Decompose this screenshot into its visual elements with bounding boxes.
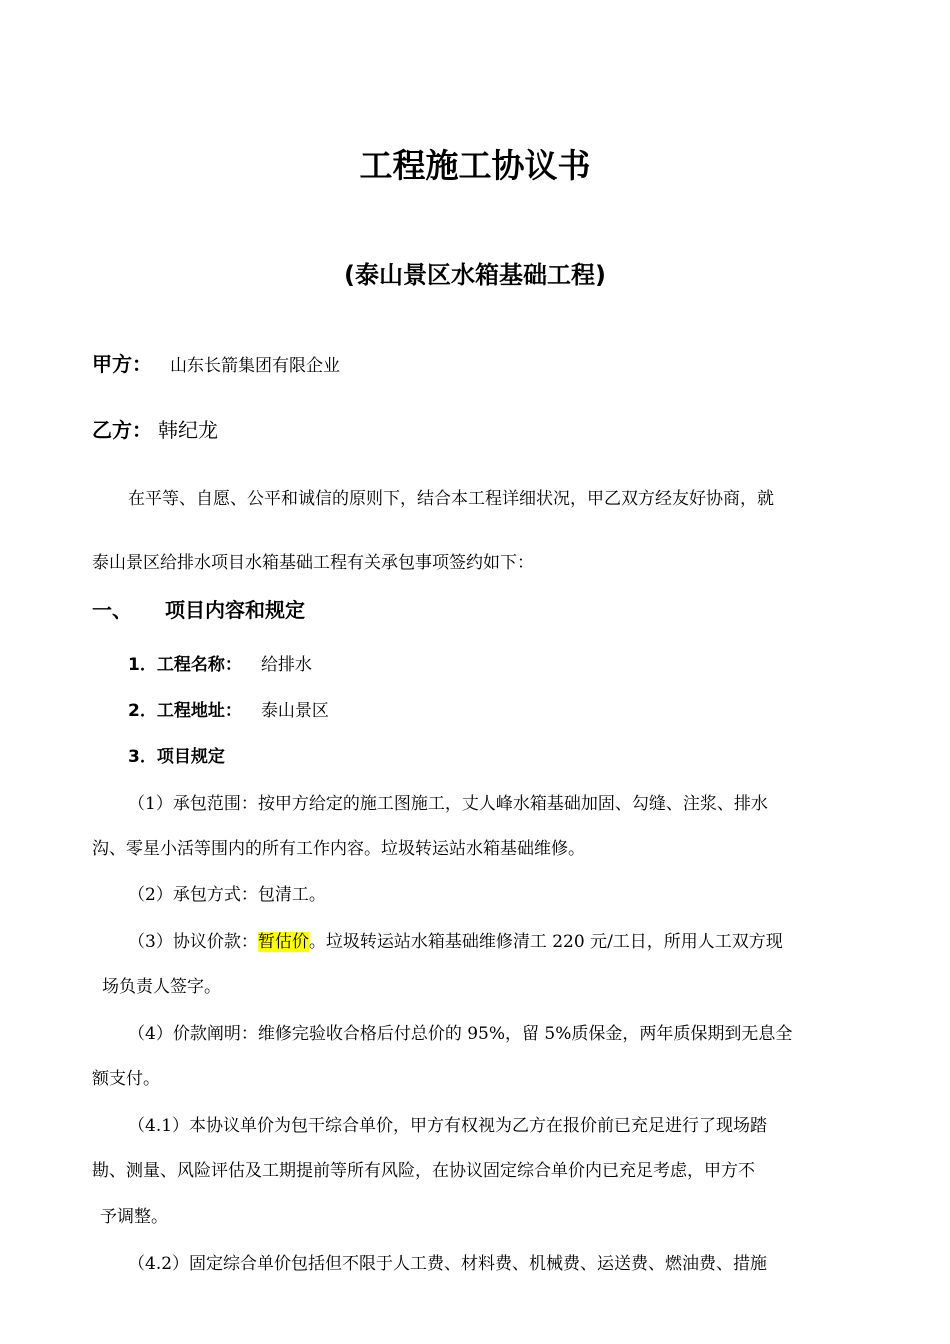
item-project-address <box>128 696 329 721</box>
clause-line: 沟、零星小活等围内的所有工作内容。垃圾转运站水箱基础维修。 <box>92 839 585 859</box>
document-subtitle: (泰山景区水箱基础工程) <box>344 261 606 289</box>
item-project-name <box>128 650 312 675</box>
item-label: 1．工程名称： <box>128 655 242 675</box>
clause-line: （4）价款阐明：维修完验收合格后付总价的 95%，留 5%质保金，两年质保期到无息全 <box>128 1024 793 1044</box>
clause-line: 予调整。 <box>100 1207 168 1227</box>
item-value: 泰山景区 <box>260 701 329 721</box>
party-a-row <box>92 348 340 377</box>
section-title: 项目内容和规定 <box>164 598 305 622</box>
item-label: 2．工程地址： <box>128 701 242 721</box>
clause-line <box>128 927 783 952</box>
section-number: 一、 <box>92 598 132 622</box>
clause-line: （1）承包范围：按甲方给定的施工图施工，丈人峰水箱基础加固、勾缝、注浆、排水 <box>128 794 768 814</box>
party-a-value: 山东长箭集团有限企业 <box>170 356 341 376</box>
intro-line: 泰山景区给排水项目水箱基础工程有关承包事项签约如下： <box>92 553 534 573</box>
party-b-row <box>92 414 218 443</box>
clause-line: （2）承包方式：包清工。 <box>128 885 326 905</box>
clause-line: 场负责人签字。 <box>102 977 221 997</box>
party-a-label: 甲方： <box>92 352 152 376</box>
document-title: 工程施工协议书 <box>359 146 591 185</box>
clause-line: （4.2）固定综合单价包括但不限于人工费、材料费、机械费、运送费、燃油费、措施 <box>128 1254 768 1274</box>
section-heading <box>92 594 305 623</box>
intro-line: 在平等、自愿、公平和诚信的原则下，结合本工程详细状况，甲乙双方经友好协商，就 <box>128 489 774 509</box>
party-b-value: 韩纪龙 <box>158 418 219 442</box>
item-value: 给排水 <box>260 655 312 675</box>
clause-line: （4.1）本协议单价为包干综合单价，甲方有权视为乙方在报价前已充足进行了现场踏 <box>128 1116 768 1136</box>
clause-line: 额支付。 <box>92 1069 160 1089</box>
highlighted-term: 暂估价 <box>257 932 309 952</box>
clause-line: 勘、测量、风险评估及工期提前等所有风险，在协议固定综合单价内已充足考虑，甲方不 <box>92 1161 755 1181</box>
clause-text: 。垃圾转运站水箱基础维修清工 220 元/工日，所用人工双方现 <box>308 932 783 952</box>
clause-prefix: （3）协议价款： <box>128 932 258 952</box>
party-b-label: 乙方： <box>92 418 152 442</box>
item-project-rules: 3．项目规定 <box>128 747 225 767</box>
